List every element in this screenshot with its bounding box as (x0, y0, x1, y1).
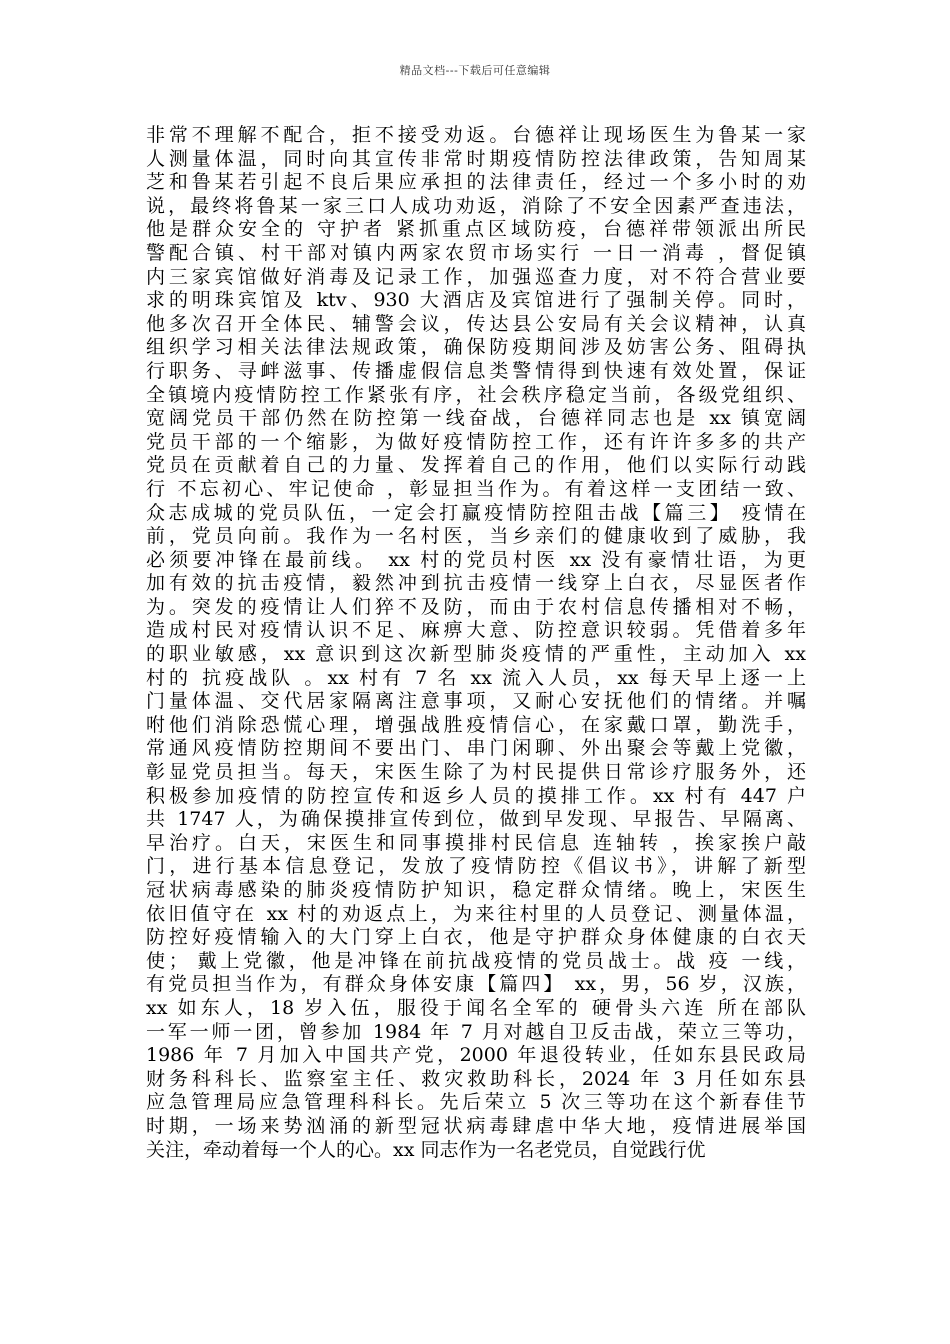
text-line: 党员在贡献着自己的力量、发挥着自己的作用，他们以实际行动践 (146, 454, 806, 477)
text-line: 常通风疫情防控期间不要出门、串门闲聊、外出聚会等戴上党徽， (146, 737, 806, 760)
text-line: 行 不忘初心、牢记使命 ，彰显担当作为。有着这样一支团结一致、 (146, 477, 806, 500)
text-line: 的职业敏感，xx 意识到这次新型肺炎疫情的严重性，主动加入 xx (146, 643, 806, 666)
text-line: 人测量体温，同时向其宣传非常时期疫情防控法律政策，告知周某 (146, 147, 806, 170)
text-line: 关注，牵动着每一个人的心。xx 同志作为一名老党员，自觉践行优 (146, 1138, 706, 1161)
text-line: 有党员担当作为，有群众身体安康【篇四】 xx，男，56 岁，汉族， (146, 973, 806, 996)
text-line: xx 如东人，18 岁入伍，服役于闻名全军的 硬骨头六连 所在部队 (146, 996, 806, 1019)
text-line: 非常不理解不配合，拒不接受劝返。台德祥让现场医生为鲁某一家 (146, 124, 806, 146)
text-line: 内三家宾馆做好消毒及记录工作，加强巡查力度，对不符合营业要 (146, 265, 806, 288)
text-line: 门量体温、交代居家隔离注意事项，又耐心安抚他们的情绪。并嘱 (146, 690, 806, 713)
text-line: 应急管理局应急管理科科长。先后荣立 5 次三等功在这个新春佳节 (146, 1091, 806, 1114)
text-line: 咐他们消除恐慌心理，增强战胜疫情信心，在家戴口罩，勤洗手， (146, 713, 806, 736)
document-body (146, 124, 806, 1162)
text-line: 加有效的抗击疫情，毅然冲到抗击疫情一线穿上白衣，尽显医者作 (146, 572, 806, 595)
page-header: 精品文档---下载后可任意编辑 (399, 64, 551, 77)
text-line: 彰显党员担当。每天，宋医生除了为村民提供日常诊疗服务外，还 (146, 761, 806, 784)
text-line: 众志成城的党员队伍，一定会打赢疫情防控阻击战【篇三】 疫情在 (146, 501, 806, 524)
text-line: 早治疗。白天，宋医生和同事摸排村民信息 连轴转 ，挨家挨户敲 (146, 831, 806, 854)
text-line: 说，最终将鲁某一家三口人成功劝返，消除了不安全因素严查违法， (146, 194, 806, 217)
text-line: 为。突发的疫情让人们猝不及防，而由于农村信息传播相对不畅， (146, 595, 806, 618)
text-line: 前，党员向前。我作为一名村医，当乡亲们的健康收到了威胁，我 (146, 525, 806, 548)
text-line: 防控好疫情输入的大门穿上白衣，他是守护群众身体健康的白衣天 (146, 926, 806, 949)
text-line: 必须要冲锋在最前线。 xx 村的党员村医 xx 没有豪情壮语，为更 (146, 548, 806, 571)
text-line: 他是群众安全的 守护者 紧抓重点区域防疫，台德祥带领派出所民 (146, 218, 806, 241)
text-line: 宽阔党员干部仍然在防控第一线奋战，台德祥同志也是 xx 镇宽阔 (146, 407, 806, 430)
text-line: 积极参加疫情的防控宣传和返乡人员的摸排工作。xx 村有 447 户 (146, 784, 806, 807)
text-line: 冠状病毒感染的肺炎疫情防护知识，稳定群众情绪。晚上，宋医生 (146, 879, 806, 901)
text-line: 村的 抗疫战队 。xx 村有 7 名 xx 流入人员，xx 每天早上逐一上 (146, 666, 806, 689)
text-line: 一军一师一团，曾参加 1984 年 7 月对越自卫反击战，荣立三等功， (146, 1020, 806, 1043)
text-line: 求的明珠宾馆及 ktv、930 大酒店及宾馆进行了强制关停。同时， (146, 289, 806, 312)
text-line: 共 1747 人，为确保摸排宣传到位，做到早发现、早报告、早隔离、 (146, 808, 806, 831)
text-line: 依旧值守在 xx 村的劝返点上，为来往村里的人员登记、测量体温， (146, 902, 806, 925)
text-line: 门，进行基本信息登记，发放了疫情防控《倡议书》，讲解了新型 (146, 855, 806, 878)
text-line: 财务科科长、监察室主任、救灾救助科长，2024 年 3 月任如东县 (146, 1067, 806, 1090)
text-line: 使； 戴上党徽，他是冲锋在前抗战疫情的党员战士。战 疫 一线， (146, 949, 806, 972)
text-line: 1986 年 7 月加入中国共产党，2000 年退役转业，任如东县民政局 (146, 1044, 806, 1067)
text-line: 芝和鲁某若引起不良后果应承担的法律责任，经过一个多小时的劝 (146, 171, 806, 194)
text-line: 党员干部的一个缩影，为做好疫情防控工作，还有许许多多的共产 (146, 430, 806, 453)
text-line: 警配合镇、村干部对镇内两家农贸市场实行 一日一消毒 ，督促镇 (146, 241, 806, 264)
text-line: 他多次召开全体民、辅警会议，传达县公安局有关会议精神，认真 (146, 312, 806, 335)
text-line: 组织学习相关法律法规政策，确保防疫期间涉及妨害公务、阻碍执 (146, 336, 806, 359)
text-line: 时期，一场来势汹涌的新型冠状病毒肆虐中华大地，疫情进展举国 (146, 1114, 806, 1137)
text-line: 行职务、寻衅滋事、传播虚假信息类警情得到快速有效处置，保证 (146, 359, 806, 382)
text-line: 造成村民对疫情认识不足、麻痹大意、防控意识较弱。凭借着多年 (146, 619, 806, 642)
text-line: 全镇境内疫情防控工作紧张有序，社会秩序稳定当前，各级党组织、 (146, 383, 806, 406)
